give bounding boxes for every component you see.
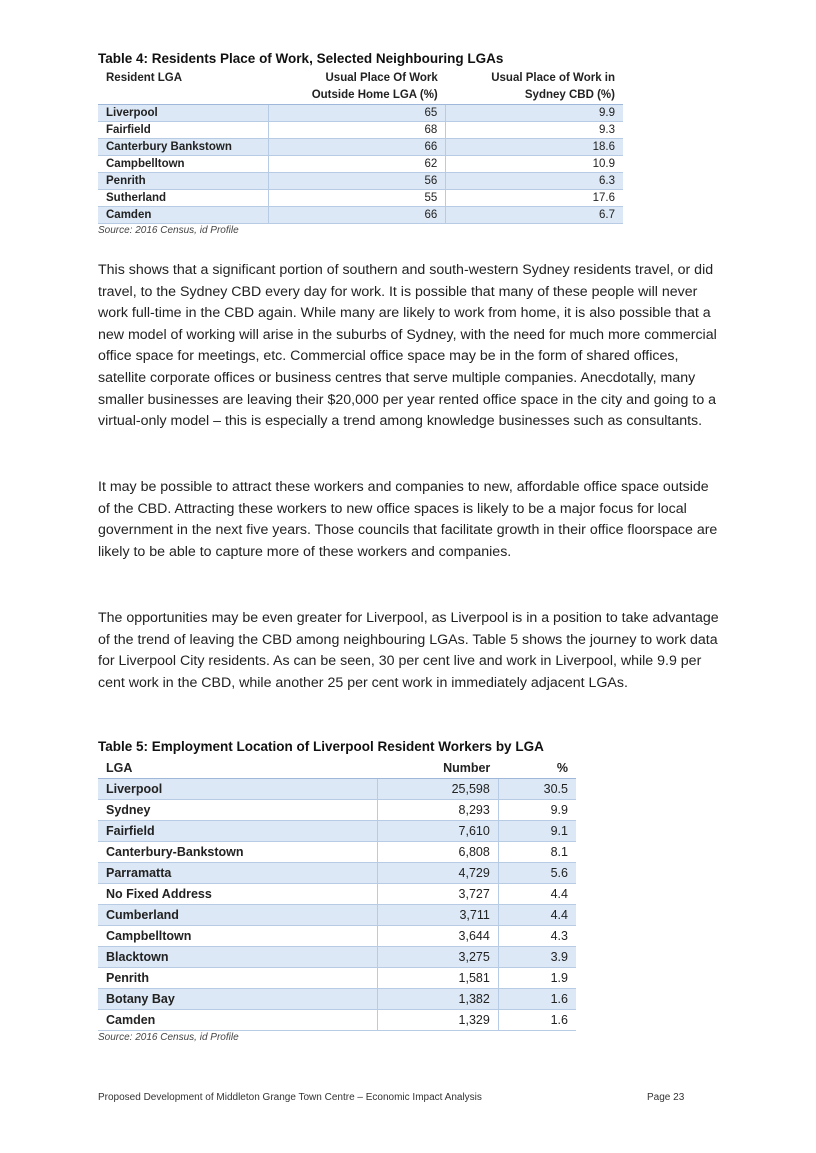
table4-cell-outside: 66 [268, 139, 445, 156]
table5-cell-number: 3,711 [378, 905, 498, 926]
table5-cell-number: 1,382 [378, 989, 498, 1010]
table5-cell-number: 3,644 [378, 926, 498, 947]
table4-cell-cbd: 10.9 [446, 156, 623, 173]
table4-cell-cbd: 9.3 [446, 122, 623, 139]
table-row [98, 139, 623, 156]
table5-header-pct: % [498, 758, 576, 779]
paragraph-2: It may be possible to attract these workers and companies to new, affordable office space outside of the CBD. Attracting these workers to new office spaces is likely to be a major focus for local government in the next five years. Those councils that facilitate growth in their office floorspace are likely to be able to capture more of these workers and companies. [98, 479, 718, 560]
table4-cell-outside: 65 [268, 105, 445, 122]
table5-header-row [98, 758, 576, 779]
table-row [98, 905, 576, 926]
table-row [98, 863, 576, 884]
table5-title: Table 5: Employment Location of Liverpool Resident Workers by LGA [98, 739, 544, 754]
table5 [98, 758, 576, 1031]
table4-header-lga: Resident LGA [98, 70, 268, 105]
table4-cell-lga: Fairfield [98, 122, 268, 139]
table4-cell-outside: 56 [268, 173, 445, 190]
table5-header-lga: LGA [98, 758, 378, 779]
table5-cell-pct: 1.6 [498, 1010, 576, 1031]
table5-source: Source: 2016 Census, id Profile [98, 1032, 239, 1043]
table4-header-row [98, 70, 623, 105]
table5-cell-pct: 3.9 [498, 947, 576, 968]
table5-cell-pct: 30.5 [498, 779, 576, 800]
table5-cell-pct: 4.3 [498, 926, 576, 947]
table5-cell-lga: Cumberland [98, 905, 378, 926]
table4-cell-lga: Campbelltown [98, 156, 268, 173]
table-row [98, 926, 576, 947]
table5-cell-number: 25,598 [378, 779, 498, 800]
table4-cell-cbd: 6.7 [446, 207, 623, 224]
table5-cell-lga: Parramatta [98, 863, 378, 884]
table4-header-outside [268, 70, 445, 105]
table5-cell-number: 6,808 [378, 842, 498, 863]
table-row [98, 884, 576, 905]
table4-header-outside-line1: Usual Place Of Work [325, 72, 438, 84]
table-row [98, 156, 623, 173]
table5-header-number: Number [378, 758, 498, 779]
table5-cell-pct: 4.4 [498, 884, 576, 905]
table5-cell-pct: 8.1 [498, 842, 576, 863]
table5-cell-lga: Fairfield [98, 821, 378, 842]
table4-cell-outside: 62 [268, 156, 445, 173]
table5-cell-pct: 9.1 [498, 821, 576, 842]
table-row [98, 989, 576, 1010]
table-row [98, 207, 623, 224]
table-row [98, 190, 623, 207]
table5-cell-lga: Canterbury-Bankstown [98, 842, 378, 863]
table4-cell-cbd: 9.9 [446, 105, 623, 122]
table4-header-outside-line2: Outside Home LGA (%) [311, 89, 438, 101]
paragraph-3: The opportunities may be even greater for Liverpool, as Liverpool is in a position to take advantage of the trend of leaving the CBD among neighbouring LGAs. Table 5 shows the journey to work data for Liverpool City residents. As can be seen, 30 per cent live and work in Liverpool, while 9.9 per cent work in the CBD, while another 25 per cent work in immediately adjacent LGAs. [98, 610, 719, 691]
table5-cell-lga: Camden [98, 1010, 378, 1031]
table4-cell-lga: Camden [98, 207, 268, 224]
table4-cell-cbd: 6.3 [446, 173, 623, 190]
table5-cell-number: 7,610 [378, 821, 498, 842]
table5-cell-number: 1,329 [378, 1010, 498, 1031]
table5-cell-pct: 9.9 [498, 800, 576, 821]
table4-header-cbd-line2: Sydney CBD (%) [524, 89, 615, 101]
table5-cell-pct: 1.6 [498, 989, 576, 1010]
table4-source: Source: 2016 Census, id Profile [98, 225, 239, 236]
table-row [98, 1010, 576, 1031]
table5-cell-lga: No Fixed Address [98, 884, 378, 905]
table5-cell-pct: 1.9 [498, 968, 576, 989]
table5-cell-number: 1,581 [378, 968, 498, 989]
table4 [98, 70, 623, 224]
table-row [98, 173, 623, 190]
table-row [98, 122, 623, 139]
table4-header-cbd [446, 70, 623, 105]
table-row [98, 821, 576, 842]
table-row [98, 105, 623, 122]
footer-title: Proposed Development of Middleton Grange Town Centre – Economic Impact Analysis [98, 1092, 482, 1103]
table4-cell-outside: 55 [268, 190, 445, 207]
table-row [98, 779, 576, 800]
table4-cell-lga: Sutherland [98, 190, 268, 207]
table-row [98, 842, 576, 863]
table5-cell-pct: 5.6 [498, 863, 576, 884]
table5-cell-number: 3,275 [378, 947, 498, 968]
table4-cell-lga: Penrith [98, 173, 268, 190]
table-row [98, 800, 576, 821]
table5-cell-number: 3,727 [378, 884, 498, 905]
table5-cell-number: 4,729 [378, 863, 498, 884]
table-row [98, 947, 576, 968]
table4-cell-lga: Liverpool [98, 105, 268, 122]
table5-cell-number: 8,293 [378, 800, 498, 821]
footer-page-number: Page 23 [647, 1092, 685, 1103]
table5-cell-lga: Campbelltown [98, 926, 378, 947]
table5-cell-lga: Blacktown [98, 947, 378, 968]
table4-cell-outside: 68 [268, 122, 445, 139]
table-row [98, 968, 576, 989]
table4-title: Table 4: Residents Place of Work, Selected Neighbouring LGAs [98, 51, 504, 66]
table5-cell-pct: 4.4 [498, 905, 576, 926]
table4-cell-lga: Canterbury Bankstown [98, 139, 268, 156]
table4-header-cbd-line1: Usual Place of Work in [491, 72, 615, 84]
table4-cell-cbd: 18.6 [446, 139, 623, 156]
table5-cell-lga: Liverpool [98, 779, 378, 800]
paragraph-1: This shows that a significant portion of southern and south-western Sydney residents travel, or did travel, to the Sydney CBD every day for work. It is possible that many of these people will never work full-time in the CBD again. While many are likely to work from home, it is also possible that a new model of working will arise in the suburbs of Sydney, with the need for much more commercial office space for meetings, etc. Commercial office space may be in the form of shared offices, satellite corporate offices or business centres that serve multiple companies. Anecdotally, many smaller businesses are leaving their $20,000 per year rented office space in the city and going to a virtual-only model – this is especially a trend among knowledge businesses such as consultants. [98, 262, 717, 430]
table5-cell-lga: Sydney [98, 800, 378, 821]
table4-cell-cbd: 17.6 [446, 190, 623, 207]
table4-cell-outside: 66 [268, 207, 445, 224]
table5-cell-lga: Penrith [98, 968, 378, 989]
table5-cell-lga: Botany Bay [98, 989, 378, 1010]
